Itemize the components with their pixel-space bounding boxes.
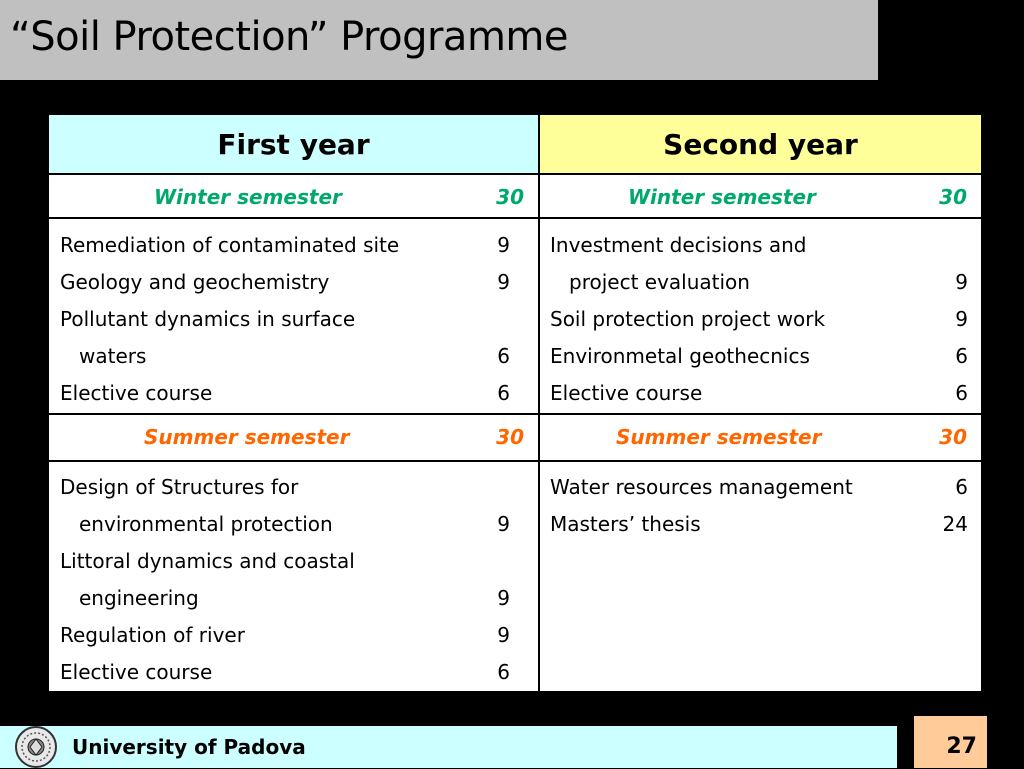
course-row (550, 227, 968, 264)
semester-credits: 30 (496, 185, 524, 209)
row-divider (49, 460, 981, 462)
semester-label: Summer semester (144, 425, 350, 449)
semester-label: Winter semester (628, 185, 816, 209)
course-name: engineering (79, 586, 199, 610)
course-row (60, 617, 510, 654)
course-name: waters (79, 344, 147, 368)
course-row (60, 338, 510, 375)
course-credits: 9 (497, 270, 510, 294)
university-name: University of Padova (72, 735, 306, 759)
course-credits: 6 (955, 475, 968, 499)
course-row (550, 264, 968, 301)
course-credits: 6 (955, 344, 968, 368)
title-bar (0, 0, 878, 80)
course-name: environmental protection (79, 512, 333, 536)
semester-credits: 30 (939, 185, 967, 209)
course-row (60, 264, 510, 301)
course-credits: 6 (497, 344, 510, 368)
course-row (550, 338, 968, 375)
course-credits: 9 (955, 307, 968, 331)
second-year-winter-courses (550, 227, 968, 412)
course-name: Water resources management (550, 475, 853, 499)
course-name: Elective course (550, 381, 703, 405)
course-credits: 24 (942, 512, 968, 536)
course-row (60, 654, 510, 691)
course-row (550, 469, 968, 506)
course-name: Environmetal geothecnics (550, 344, 810, 368)
course-name: Geology and geochemistry (60, 270, 330, 294)
course-credits: 6 (955, 381, 968, 405)
course-name: Masters’ thesis (550, 512, 701, 536)
page-number: 27 (946, 734, 977, 759)
programme-table (47, 113, 983, 693)
course-name: Investment decisions and (550, 233, 807, 257)
course-row (60, 301, 510, 338)
course-name: Littoral dynamics and coastal (60, 549, 355, 573)
course-row (60, 543, 510, 580)
course-row (60, 227, 510, 264)
course-credits: 6 (497, 381, 510, 405)
course-name: Design of Structures for (60, 475, 299, 499)
course-credits: 6 (497, 660, 510, 684)
course-name: Remediation of contaminated site (60, 233, 400, 257)
course-name: Regulation of river (60, 623, 245, 647)
course-credits: 9 (497, 512, 510, 536)
second-year-winter-semester (540, 175, 981, 219)
first-year-summer-semester (49, 415, 538, 459)
course-name: project evaluation (569, 270, 750, 294)
first-year-winter-courses (60, 227, 510, 412)
course-name: Elective course (60, 381, 213, 405)
first-year-header: First year (49, 115, 538, 173)
second-year-header: Second year (540, 115, 981, 173)
course-credits: 9 (497, 233, 510, 257)
first-year-winter-semester (49, 175, 538, 219)
course-name: Elective course (60, 660, 213, 684)
course-row (550, 506, 968, 543)
page-number-box (914, 716, 987, 768)
course-credits: 9 (497, 623, 510, 647)
course-credits: 9 (955, 270, 968, 294)
course-row (550, 375, 968, 412)
course-name: Soil protection project work (550, 307, 826, 331)
university-seal-icon (14, 725, 58, 769)
course-row (550, 301, 968, 338)
semester-credits: 30 (939, 425, 967, 449)
course-credits: 9 (497, 586, 510, 610)
slide-title: “Soil Protection” Programme (10, 14, 568, 60)
first-year-summer-courses (60, 469, 510, 691)
second-year-summer-semester (540, 415, 981, 459)
semester-label: Winter semester (154, 185, 342, 209)
course-row (60, 375, 510, 412)
course-name: Pollutant dynamics in surface (60, 307, 356, 331)
course-row (60, 580, 510, 617)
second-year-summer-courses (550, 469, 968, 543)
semester-label: Summer semester (616, 425, 822, 449)
semester-credits: 30 (496, 425, 524, 449)
course-row (60, 506, 510, 543)
course-row (60, 469, 510, 506)
